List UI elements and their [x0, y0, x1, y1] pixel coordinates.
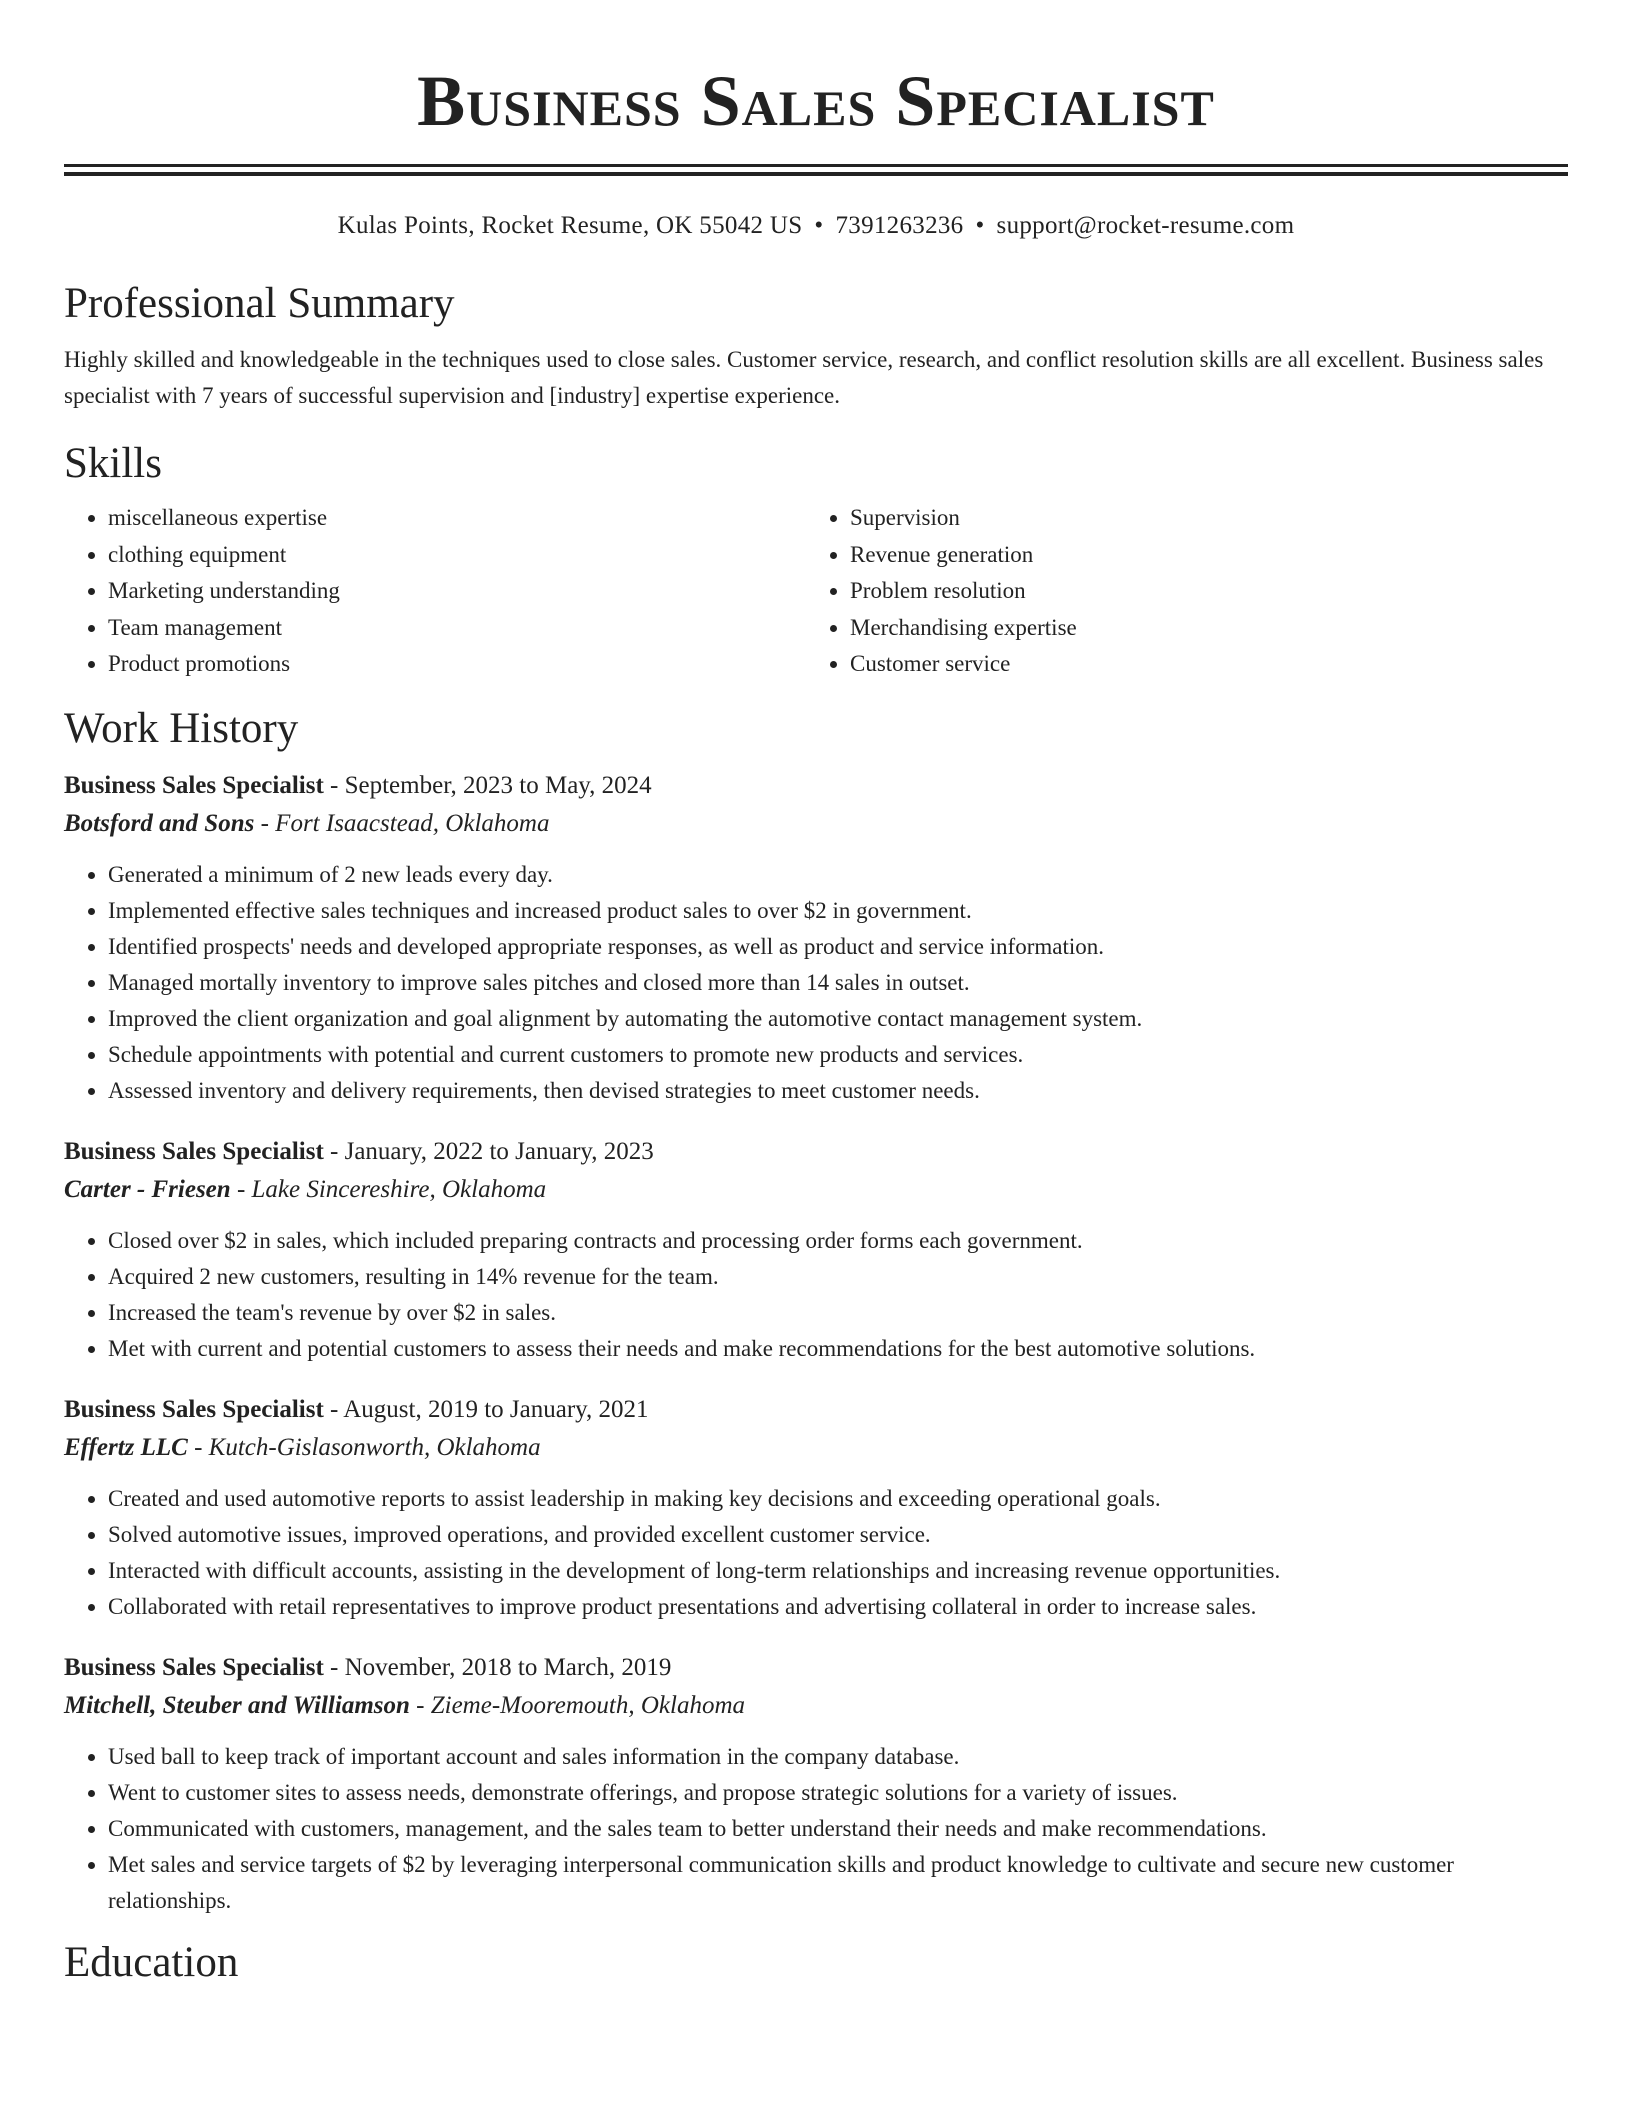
job-company-line — [64, 805, 1568, 843]
job-bullet: • Met sales and service targets of $2 by leveraging interpersonal communication skills and product knowledge to cultivate and secure new customer relationships. — [108, 1847, 1568, 1919]
job-bullets — [64, 1739, 1568, 1919]
job-bullets — [64, 857, 1568, 1109]
resume-page — [64, 0, 1568, 1989]
job-company-line — [64, 1171, 1568, 1209]
job-bullet: • Closed over $2 in sales, which included preparing contracts and processing order forms each government. — [108, 1223, 1568, 1259]
contact-address: Kulas Points, Rocket Resume, OK 55042 US — [337, 212, 803, 239]
job-bullet: • Collaborated with retail representatives to improve product presentations and advertising collateral in order to increase sales. — [108, 1589, 1568, 1625]
skill-item: • Product promotions — [108, 646, 806, 683]
job-bullet: • Communicated with customers, management, and the sales team to better understand their needs and make recommendations. — [108, 1811, 1568, 1847]
skill-item: • Supervision — [850, 500, 1568, 537]
job-title-line — [64, 1133, 1568, 1171]
job-dates: - August, 2019 to January, 2021 — [323, 1395, 649, 1423]
job-bullet: • Increased the team's revenue by over $2 in sales. — [108, 1295, 1568, 1331]
skill-item: • clothing equipment — [108, 537, 806, 574]
job-bullet: • Created and used automotive reports to assist leadership in making key decisions and exceeding operational goals. — [108, 1481, 1568, 1517]
job-entry — [64, 1391, 1568, 1625]
job-bullet: • Solved automotive issues, improved operations, and provided excellent customer service. — [108, 1517, 1568, 1553]
job-bullet: • Interacted with difficult accounts, assisting in the development of long-term relationships and increasing revenue opportunities. — [108, 1553, 1568, 1589]
job-dates: - January, 2022 to January, 2023 — [323, 1137, 654, 1165]
job-company: Mitchell, Steuber and Williamson — [64, 1691, 410, 1719]
job-bullet: • Managed mortally inventory to improve sales pitches and closed more than 14 sales in outset. — [108, 965, 1568, 1001]
skill-item: • Customer service — [850, 646, 1568, 683]
job-entry — [64, 1133, 1568, 1367]
job-location: - Fort Isaacstead, Oklahoma — [254, 809, 550, 837]
job-title-line — [64, 1649, 1568, 1687]
job-company-line — [64, 1429, 1568, 1467]
header-divider-top — [64, 164, 1568, 167]
job-location: - Lake Sincereshire, Oklahoma — [230, 1175, 547, 1203]
job-entry — [64, 767, 1568, 1109]
summary-text: Highly skilled and knowledgeable in the techniques used to close sales. Customer service, research, and conflict resolution skills are all excellent. Business sales specialist with 7 years of successful supervision and [industry] expertise experience. — [64, 347, 1544, 408]
job-bullet: • Identified prospects' needs and developed appropriate responses, as well as product and service information. — [108, 929, 1568, 965]
contact-line — [64, 210, 1568, 242]
job-bullets — [64, 1223, 1568, 1367]
job-title-line — [64, 1391, 1568, 1429]
job-company: Carter - Friesen — [64, 1175, 231, 1203]
job-bullet: • Generated a minimum of 2 new leads every day. — [108, 857, 1568, 893]
job-bullet: • Used ball to keep track of important account and sales information in the company database. — [108, 1739, 1568, 1775]
job-bullet: • Went to customer sites to assess needs, demonstrate offerings, and propose strategic solutions for a variety of issues. — [108, 1775, 1568, 1811]
job-bullet: • Improved the client organization and goal alignment by automating the automotive contact management system. — [108, 1001, 1568, 1037]
skill-item: • Marketing understanding — [108, 573, 806, 610]
skills-list — [64, 500, 1568, 683]
education-heading: Education — [64, 1938, 239, 1986]
skill-item: • miscellaneous expertise — [108, 500, 806, 537]
header-divider-bottom — [64, 172, 1568, 176]
contact-email[interactable]: support@rocket-resume.com — [996, 212, 1295, 239]
job-bullet: • Implemented effective sales techniques and increased product sales to over $2 in government. — [108, 893, 1568, 929]
job-role: Business Sales Specialist — [64, 1137, 324, 1165]
contact-separator: • — [814, 212, 824, 239]
summary-heading: Professional Summary — [64, 280, 455, 327]
resume-name: Business Sales Specialist — [417, 61, 1215, 141]
skills-column-right — [806, 500, 1568, 683]
job-company-line — [64, 1687, 1568, 1725]
skill-item: • Problem resolution — [850, 573, 1568, 610]
skill-item: • Team management — [108, 610, 806, 647]
job-title-line — [64, 767, 1568, 805]
job-location: - Kutch-Gislasonworth, Oklahoma — [187, 1433, 541, 1461]
work-history-heading: Work History — [64, 704, 299, 752]
job-bullet: • Acquired 2 new customers, resulting in 14% revenue for the team. — [108, 1259, 1568, 1295]
job-bullet: • Met with current and potential customers to assess their needs and make recommendations for the best automotive solutions. — [108, 1331, 1568, 1367]
job-bullet: • Assessed inventory and delivery requirements, then devised strategies to meet customer needs. — [108, 1073, 1568, 1109]
job-role: Business Sales Specialist — [64, 1653, 324, 1681]
job-company: Botsford and Sons — [64, 809, 255, 837]
job-bullet: • Schedule appointments with potential and current customers to promote new products and services. — [108, 1037, 1568, 1073]
skill-item: • Merchandising expertise — [850, 610, 1568, 647]
job-dates: - November, 2018 to March, 2019 — [323, 1653, 672, 1681]
contact-separator: • — [975, 212, 985, 239]
job-role: Business Sales Specialist — [64, 771, 324, 799]
job-bullets — [64, 1481, 1568, 1625]
skill-item: • Revenue generation — [850, 537, 1568, 574]
job-company: Effertz LLC — [64, 1433, 188, 1461]
job-location: - Zieme-Mooremouth, Oklahoma — [409, 1691, 746, 1719]
job-dates: - September, 2023 to May, 2024 — [323, 771, 652, 799]
skills-column-left — [64, 500, 806, 683]
job-role: Business Sales Specialist — [64, 1395, 324, 1423]
skills-heading: Skills — [64, 440, 162, 487]
job-entry — [64, 1649, 1568, 1919]
contact-phone: 7391263236 — [835, 212, 964, 239]
